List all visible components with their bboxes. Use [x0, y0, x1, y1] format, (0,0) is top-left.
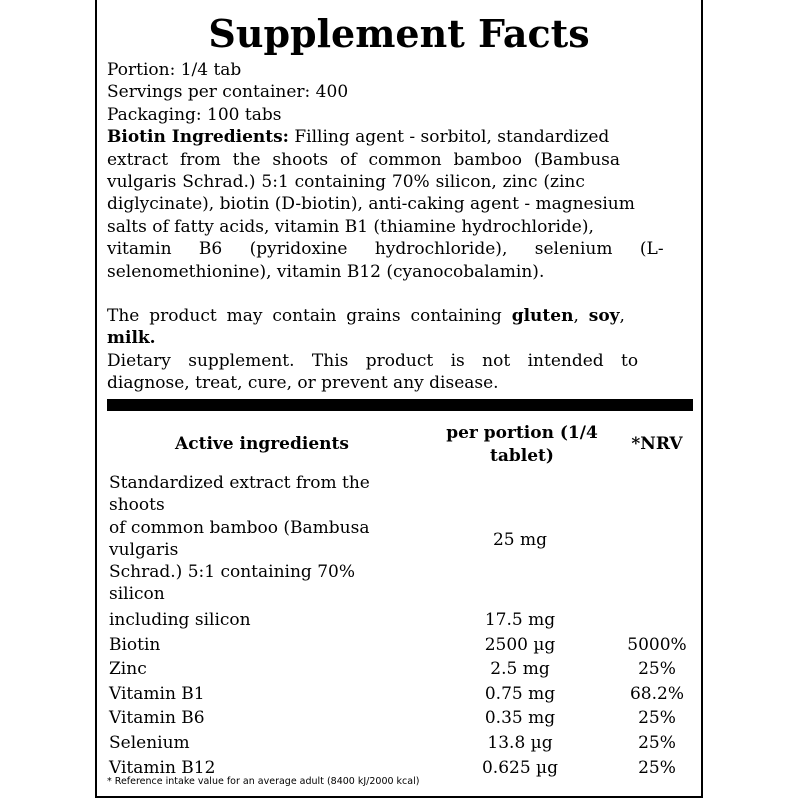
ingredient-name: Biotin: [109, 634, 161, 655]
ingredients-line: [107, 238, 693, 260]
portion-text: Portion: 1/4 tab: [107, 60, 242, 80]
table-row: [107, 633, 693, 658]
servings-text: Servings per container: 400: [107, 82, 349, 103]
ingredient-name: including silicon: [109, 610, 251, 630]
ingredients-line: [107, 193, 693, 215]
disclaimer-line: [107, 350, 693, 372]
disclaimer-line: [107, 372, 693, 394]
ingredient-amount: 17.5 mg: [484, 610, 556, 630]
ingredients-label: Biotin Ingredients:: [107, 127, 289, 148]
ingredients-rest: [107, 149, 693, 283]
ingredients-line-text: vulgaris Schrad.) 5:1 containing 70% silicon, zinc (zinc: [107, 172, 585, 193]
ingredients-line-text: extract from the shoots of common bamboo (Bambusa: [107, 149, 620, 170]
ingredient-name: Vitamin B12: [109, 757, 216, 778]
allergen-line-2: [107, 327, 693, 349]
disclaimer-text: diagnose, treat, cure, or prevent any disease.: [107, 373, 499, 394]
page-title: Supplement Facts: [208, 11, 590, 56]
ingredient-nrv: 25%: [638, 757, 676, 778]
ingredient-amount: 0.625 µg: [481, 757, 558, 778]
table-row: [107, 608, 693, 633]
packaging-text: Packaging: 100 tabs: [107, 104, 282, 125]
ingredient-name-line: silicon: [109, 584, 165, 605]
allergen-prefix: The product may contain grains containing: [107, 306, 512, 327]
section-divider: [107, 399, 693, 411]
table-row: [107, 731, 693, 756]
allergen-line: [107, 305, 693, 327]
ingredients-line: [107, 171, 693, 193]
ingredients-line-text: selenomethionine), vitamin B12 (cyanocobalamin).: [107, 261, 545, 282]
table-row: [107, 657, 693, 682]
ingredient-amount: 25 mg: [492, 530, 548, 550]
ingredients-line: Filling agent - sorbitol, standardized: [288, 127, 610, 148]
ingredient-nrv: 68.2%: [629, 683, 684, 704]
ingredient-name-line: shoots: [109, 495, 165, 516]
table-body: [107, 608, 693, 780]
disclaimer-text: Dietary supplement. This product is not intended to: [107, 350, 639, 371]
ingredient-name-line: of common bamboo (Bambusa: [109, 517, 370, 538]
table-row: [107, 706, 693, 731]
ingredient-amount: 0.75 mg: [484, 683, 556, 704]
ingredients-line-text: diglycinate), biotin (D-biotin), anti-caking agent - magnesium: [107, 194, 635, 215]
footnote: * Reference intake value for an average adult (8400 kJ/2000 kcal): [107, 776, 420, 787]
ingredients-line-text: vitamin B6 (pyridoxine hydrochloride), selenium (L-: [107, 239, 664, 260]
ingredient-amount: 2500 µg: [484, 634, 556, 655]
nutrition-table: [107, 420, 693, 780]
ingredient-name: Selenium: [109, 732, 190, 753]
ingredient-name: [109, 472, 409, 606]
product-info: [107, 59, 693, 395]
ingredient-nrv: 25%: [638, 659, 676, 680]
ingredient-name: Vitamin B1: [109, 683, 205, 704]
ingredient-name: Vitamin B6: [109, 708, 205, 729]
table-header: [107, 420, 693, 472]
header-nrv: *NRV: [631, 434, 683, 454]
header-ingredients: Active ingredients: [175, 434, 349, 454]
ingredient-amount: 0.35 mg: [484, 708, 556, 729]
header-per-portion-line: per portion (1/4: [446, 423, 598, 443]
allergen-separator: ,: [573, 306, 589, 327]
header-per-portion: [422, 422, 622, 468]
allergen-soy: soy: [588, 306, 620, 327]
allergen-separator: ,: [619, 306, 625, 327]
allergen-gluten: gluten: [511, 306, 574, 327]
ingredient-name: Zinc: [109, 659, 147, 680]
table-row: [107, 682, 693, 707]
ingredients-paragraph: [107, 126, 693, 148]
ingredient-amount: 2.5 mg: [490, 659, 550, 680]
ingredient-nrv: 25%: [638, 708, 676, 729]
ingredients-line: [107, 149, 693, 171]
ingredients-line-text: salts of fatty acids, vitamin B1 (thiamine hydrochloride),: [107, 216, 594, 237]
ingredient-name-line: Schrad.) 5:1 containing 70%: [109, 562, 355, 583]
ingredient-nrv: 5000%: [627, 634, 687, 655]
ingredient-amount: 13.8 µg: [487, 732, 553, 753]
ingredients-line: [107, 216, 693, 238]
ingredient-name-line: Standardized extract from the: [109, 473, 370, 493]
ingredient-name-line: vulgaris: [109, 539, 179, 560]
spacer: [107, 283, 693, 305]
ingredients-line: [107, 261, 693, 283]
allergen-milk: milk.: [107, 328, 156, 349]
table-row: [107, 472, 693, 608]
ingredient-nrv: 25%: [638, 732, 676, 753]
header-per-portion-line: tablet): [490, 446, 554, 466]
